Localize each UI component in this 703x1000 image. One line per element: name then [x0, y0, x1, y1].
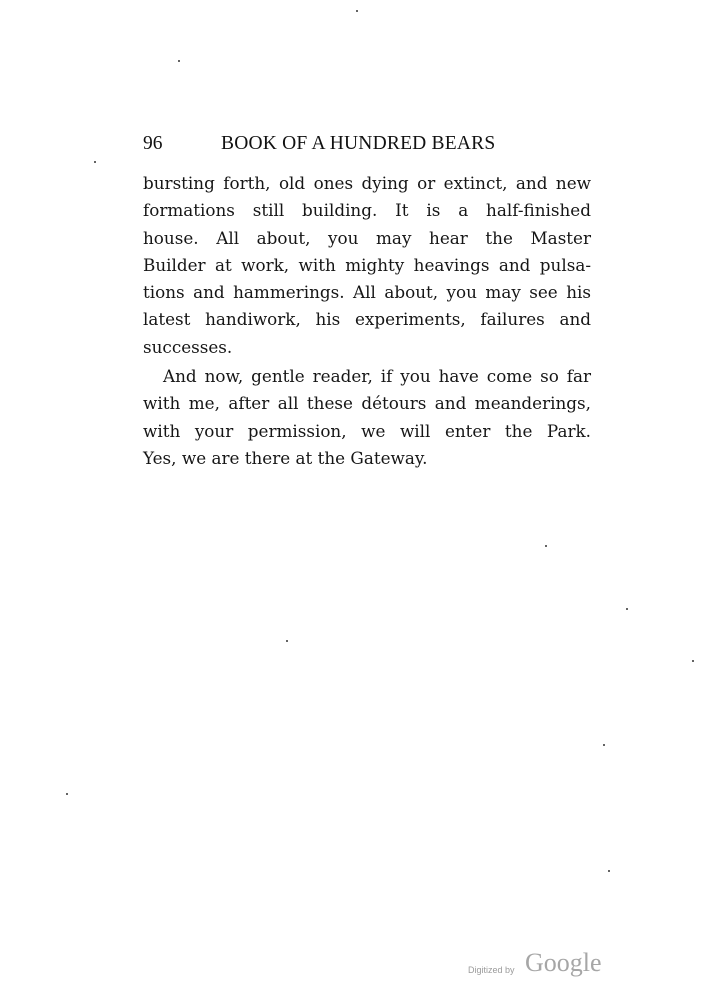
scan-speck [66, 793, 68, 795]
text-line: Builder at work, with mighty heavings and pulsa- [143, 254, 591, 275]
text-line: formations still building. It is a half-finished [143, 200, 591, 221]
text-line: bursting forth, old ones dying or extinct, and new [143, 173, 591, 193]
scan-speck [626, 608, 628, 610]
scan-speck [356, 10, 358, 12]
scan-speck [603, 744, 605, 746]
running-title: BOOK OF A HUNDRED BEARS [221, 133, 496, 154]
scan-speck [545, 545, 547, 547]
page-number: 96 [143, 133, 163, 154]
text-line: with your permission, we will enter the Park. [143, 420, 591, 441]
text-line: Yes, we are there at the Gateway. [143, 447, 428, 468]
text-line: successes. [143, 336, 233, 357]
scan-speck [94, 161, 96, 163]
google-logo: Google [525, 948, 602, 977]
text-line: latest handiwork, his experiments, failures and [143, 309, 591, 330]
body-text [143, 170, 591, 472]
scan-speck [692, 660, 694, 662]
scan-speck [608, 870, 610, 872]
text-line: And now, gentle reader, if you have come so far [163, 366, 591, 387]
running-header [143, 133, 593, 157]
paragraph-1 [143, 170, 591, 361]
digitized-by-label: Digitized by [468, 965, 515, 975]
text-line: tions and hammerings. All about, you may see his [143, 282, 591, 303]
text-line: house. All about, you may hear the Master [143, 227, 591, 248]
paragraph-2 [143, 363, 591, 472]
digitized-watermark [468, 948, 608, 988]
text-line: with me, after all these détours and meanderings, [143, 393, 591, 414]
scan-speck [178, 60, 180, 62]
scan-speck [286, 640, 288, 642]
